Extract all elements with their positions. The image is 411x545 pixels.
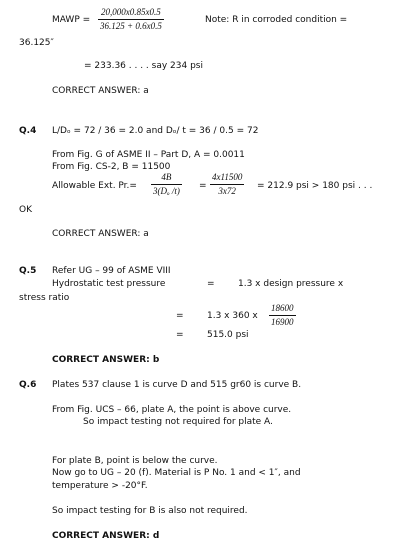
q6-temperature-line: temperature > -20°F.: [52, 481, 148, 491]
q5-ratio-denominator: 16900: [271, 317, 294, 327]
mawp-label: MAWP =: [52, 15, 91, 25]
mawp-note: Note: R in corroded condition =: [205, 15, 348, 25]
q6-number: Q.6: [19, 380, 37, 390]
q5-calc-equals: =: [176, 311, 184, 321]
q6-plate-a-conclusion: So impact testing not required for plate A.: [83, 417, 273, 427]
q4-factor-a-line: From Fig. G of ASME II – Part D, A = 0.0011: [52, 150, 245, 160]
q5-number: Q.5: [19, 266, 37, 276]
q5-result-equals: =: [176, 330, 184, 340]
q4-value-denominator: 3x72: [218, 186, 236, 196]
q5-stress-ratio: stress ratio: [19, 293, 70, 303]
q6-plates-line: Plates 537 clause 1 is curve D and 515 gr60 is curve B.: [52, 380, 302, 390]
mawp-fraction: [98, 7, 164, 32]
q4-allowable-result: = 212.9 psi > 180 psi . . .: [257, 181, 373, 191]
q4-value-fraction: [210, 172, 244, 197]
q5-hydrostatic-equals: =: [207, 279, 215, 289]
q4-allowable-label: Allowable Ext. Pr.=: [52, 181, 137, 191]
q4-factor-b-line: From Fig. CS-2, B = 11500: [52, 162, 171, 172]
q6-plate-b-line: For plate B, point is below the curve.: [52, 456, 218, 466]
q5-hydrostatic-value: 1.3 x design pressure x: [238, 279, 344, 289]
mawp-result: = 233.36 . . . . say 234 psi: [84, 61, 203, 71]
q5-result-value: 515.0 psi: [207, 330, 249, 340]
q6-plate-b-conclusion: So impact testing for B is also not required.: [52, 506, 248, 516]
q6-answer: CORRECT ANSWER: d: [52, 531, 160, 541]
q4-ratio-line: L/Dₒ = 72 / 36 = 2.0 and Dₒ/ t = 36 / 0.5 = 72: [52, 126, 259, 136]
q5-reference: Refer UG – 99 of ASME VIII: [52, 266, 171, 276]
q5-calc-value: 1.3 x 360 x: [207, 311, 258, 321]
mawp-denominator: 36.125 + 0.6x0.5: [100, 21, 162, 31]
q4-number: Q.4: [19, 126, 37, 136]
q4-value-numerator: 4x11500: [210, 172, 244, 185]
q4-answer: CORRECT ANSWER: a: [52, 229, 149, 239]
q5-answer: CORRECT ANSWER: b: [52, 355, 160, 365]
mawp-numerator: 20,000x0.85x0.5: [98, 7, 164, 20]
q5-ratio-numerator: 18600: [269, 303, 296, 316]
q4-ok: OK: [19, 205, 32, 215]
q6-plate-a-line: From Fig. UCS – 66, plate A, the point is above curve.: [52, 405, 292, 415]
q5-ratio-fraction: [269, 303, 296, 328]
q4-formula-numerator: 4B: [151, 172, 182, 185]
q4-formula-fraction: [151, 172, 182, 197]
mawp-note-continued: 36.125″: [19, 38, 54, 48]
q5-hydrostatic-label: Hydrostatic test pressure: [52, 279, 166, 289]
q4-formula-denominator: 3(Dₒ /t): [153, 186, 180, 196]
mawp-answer: CORRECT ANSWER: a: [52, 86, 149, 96]
q6-ug20-line: Now go to UG – 20 (f). Material is P No. 1 and < 1″, and: [52, 468, 301, 478]
q4-equals: =: [199, 181, 207, 191]
